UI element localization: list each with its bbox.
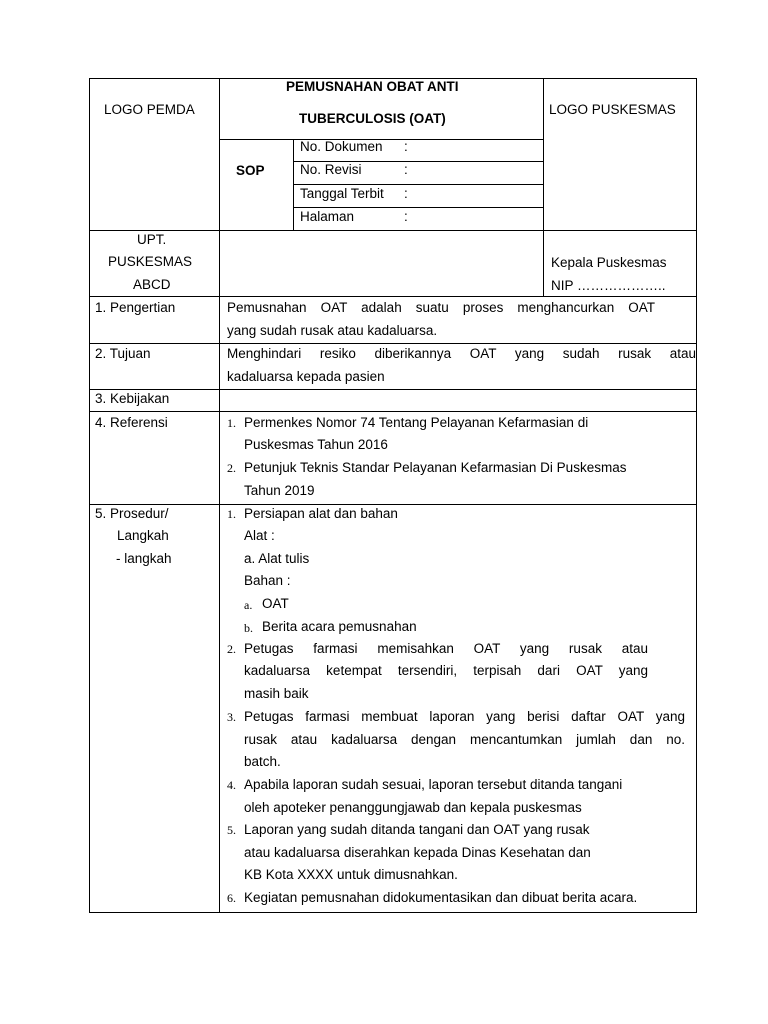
meta-halaman-colon: :	[404, 209, 408, 224]
document-title-line1: PEMUSNAHAN OBAT ANTI	[286, 79, 459, 94]
step-number: 4.	[227, 778, 236, 792]
tujuan-line-2: kadaluarsa kepada pasien	[227, 369, 385, 384]
referensi-item-line: Petunjuk Teknis Standar Pelayanan Kefarmasian Di Puskesmas	[244, 460, 627, 475]
referensi-item-line: Permenkes Nomor 74 Tentang Pelayanan Kefarmasian di	[244, 415, 589, 430]
pengertian-line-2: yang sudah rusak atau kadaluarsa.	[227, 323, 438, 338]
section-label-prosedur: 5. Prosedur/	[95, 506, 169, 521]
logo-puskesmas: LOGO PUSKESMAS	[549, 102, 676, 117]
section-label-kebijakan: 3. Kebijakan	[95, 391, 170, 406]
divider-sop-col	[293, 139, 294, 231]
step-2-line-1: Petugas farmasi memisahkan OAT yang rusak atau	[244, 641, 648, 656]
kepala-puskesmas: Kepala Puskesmas	[551, 255, 667, 270]
step-4-line-1: Apabila laporan sudah sesuai, laporan tersebut ditanda tangani	[244, 777, 623, 792]
section-label-pengertian: 1. Pengertian	[95, 300, 176, 315]
bahan-heading: Bahan :	[244, 573, 291, 588]
meta-no-dokumen-label: No. Dokumen	[300, 139, 383, 154]
step-number: 5.	[227, 823, 236, 837]
referensi-item-number: 2.	[227, 461, 236, 475]
upt-line-3: ABCD	[133, 277, 171, 292]
pengertian-line-1: Pemusnahan OAT adalah suatu proses menghancurkan OAT	[227, 300, 655, 315]
row-line-pengertian	[89, 343, 697, 344]
tujuan-line-1: Menghindari resiko diberikannya OAT yang sudah rusak atau	[227, 346, 696, 361]
sop-label: SOP	[236, 163, 265, 178]
upt-row-bottom-line	[89, 296, 697, 297]
step-2-line-2: kadaluarsa ketempat tersendiri, terpisah dari OAT yang	[244, 663, 648, 678]
meta-no-revisi-colon: :	[404, 162, 408, 177]
section-label-prosedur-3: - langkah	[116, 551, 172, 566]
section-label-tujuan: 2. Tujuan	[95, 346, 151, 361]
step-5-line-2: atau kadaluarsa diserahkan kepada Dinas Kesehatan dan	[244, 845, 591, 860]
referensi-item-number: 1.	[227, 416, 236, 430]
meta-halaman-label: Halaman	[300, 209, 355, 224]
alat-item: a. Alat tulis	[244, 551, 310, 566]
step-3-line-1: Petugas farmasi membuat laporan yang berisi daftar OAT yang	[244, 709, 685, 724]
step-5-line-3: KB Kota XXXX untuk dimusnahkan.	[244, 867, 458, 882]
upt-line-1: UPT.	[137, 232, 167, 247]
step-6-line-1: Kegiatan pemusnahan didokumentasikan dan dibuat berita acara.	[244, 890, 638, 905]
row-line-tujuan	[89, 389, 697, 390]
nip-line: NIP ………………..	[551, 278, 666, 293]
step-3-line-3: batch.	[244, 754, 281, 769]
step-2-line-3: masih baik	[244, 686, 309, 701]
border-bottom	[89, 912, 697, 913]
meta-no-dokumen-colon: :	[404, 139, 408, 154]
logo-pemda: LOGO PEMDA	[104, 102, 195, 117]
referensi-item-line: Puskesmas Tahun 2016	[244, 437, 388, 452]
divider-left-col	[219, 78, 220, 913]
step-3-line-2: rusak atau kadaluarsa dengan mencantumkan jumlah dan no.	[244, 732, 685, 747]
referensi-item-line: Tahun 2019	[244, 483, 315, 498]
border-left	[89, 78, 90, 913]
alat-heading: Alat :	[244, 528, 275, 543]
meta-tanggal-terbit-colon: :	[404, 186, 408, 201]
bahan-item-letter: b.	[244, 621, 253, 635]
section-label-prosedur-2: Langkah	[117, 528, 169, 543]
step-number: 6.	[227, 891, 236, 905]
step-number: 2.	[227, 642, 236, 656]
border-right	[696, 78, 697, 913]
document-title-line2: TUBERCULOSIS (OAT)	[299, 111, 446, 126]
step-4-line-2: oleh apoteker penanggungjawab dan kepala puskesmas	[244, 800, 582, 815]
step-1-text: Persiapan alat dan bahan	[244, 506, 398, 521]
step-number: 1.	[227, 507, 236, 521]
bahan-item: Berita acara pemusnahan	[262, 619, 417, 634]
bahan-item-letter: a.	[244, 598, 253, 612]
bahan-item: OAT	[262, 596, 289, 611]
step-5-line-1: Laporan yang sudah ditanda tangani dan OAT yang rusak	[244, 822, 590, 837]
row-line-kebijakan	[89, 411, 697, 412]
meta-tanggal-terbit-label: Tanggal Terbit	[300, 186, 384, 201]
step-number: 3.	[227, 710, 236, 724]
section-label-referensi: 4. Referensi	[95, 415, 168, 430]
divider-right-col	[543, 78, 544, 297]
upt-line-2: PUSKESMAS	[108, 254, 193, 269]
meta-no-revisi-label: No. Revisi	[300, 162, 362, 177]
header-bottom-line	[89, 230, 697, 231]
